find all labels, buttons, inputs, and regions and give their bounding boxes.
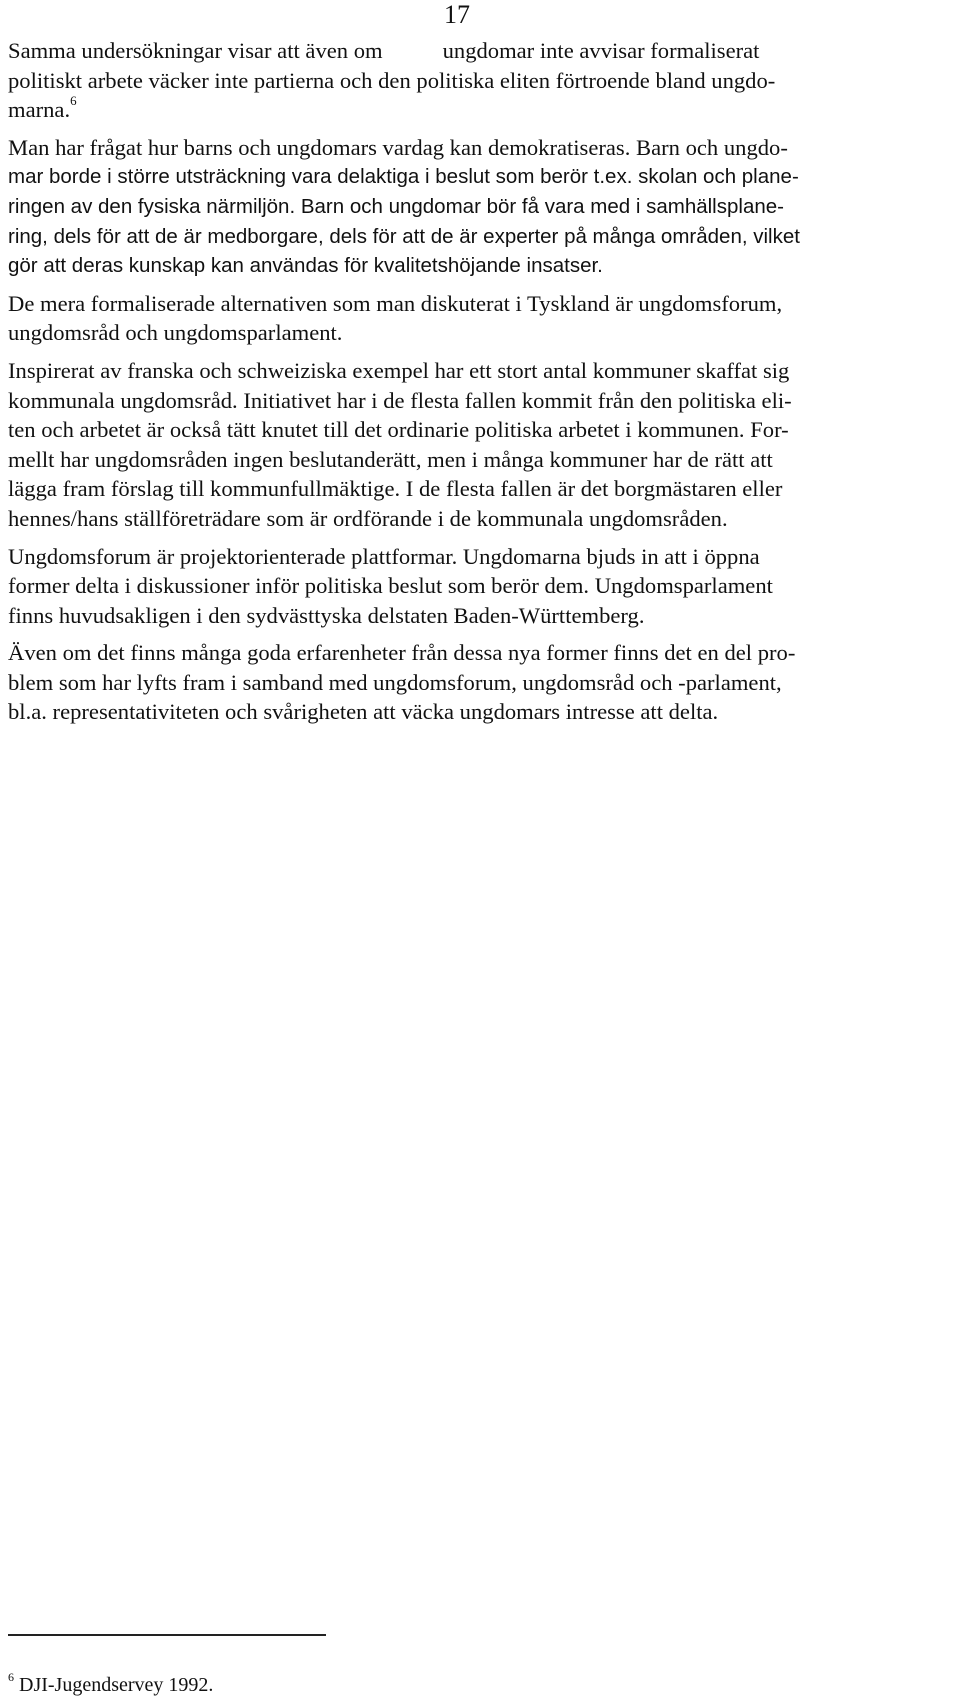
text-line: former delta i diskussioner inför politiska beslut som berör dem. Ungdomsparlament: [8, 573, 773, 599]
text-line: bl.a. representativiteten och svårigheten att väcka ungdomars intresse att delta.: [8, 699, 719, 725]
paragraph: [8, 638, 916, 727]
text-segment: marna.: [8, 97, 71, 123]
paragraph: [8, 356, 916, 534]
text-line: hennes/hans ställföreträdare som är ordförande i de kommunala ungdomsråden.: [8, 505, 728, 531]
text-line: politiskt arbete väcker inte partierna och den politiska eliten förtroende bland ungdo-: [8, 67, 776, 93]
paragraph: [8, 36, 916, 125]
footnote-divider: [8, 1634, 326, 1636]
text-line: mellt har ungdomsråden ingen beslutanderätt, men i många kommuner har de rätt att: [8, 446, 773, 472]
text-line: Även om det finns många goda erfarenheter från dessa nya former finns det en del pro-: [8, 640, 796, 666]
text-line: lägga fram förslag till kommunfullmäktige. I de flesta fallen är det borgmästaren eller: [8, 476, 783, 502]
text-line: ten och arbetet är också tätt knutet till det ordinarie politiska arbetet i kommunen. For-: [8, 417, 789, 443]
paragraph: [8, 133, 916, 281]
text-line: [8, 36, 916, 66]
body-text: [8, 36, 916, 735]
text-line: gör att deras kunskap kan användas för kvalitetshöjande insatser.: [8, 254, 603, 278]
text-line: mar borde i större utsträckning vara delaktiga i beslut som berör t.ex. skolan och plane-: [8, 165, 799, 189]
footnote-reference[interactable]: 6: [70, 93, 77, 109]
text-segment: ungdomar inte avvisar formaliserat: [442, 38, 760, 63]
text-line: ringen av den fysiska närmiljön. Barn och ungdomar bör få vara med i samhällsplane-: [8, 194, 784, 218]
text-line: Ungdomsforum är projektorienterade plattformar. Ungdomarna bjuds in att i öppna: [8, 543, 760, 569]
text-line: ring, dels för att de är medborgare, dels för att de är experter på många områden, vilket: [8, 224, 800, 248]
footnote: [8, 1670, 214, 1697]
text-line: Man har frågat hur barns och ungdomars vardag kan demokratiseras. Barn och ungdo-: [8, 134, 788, 160]
page-number: 17: [444, 0, 470, 29]
text-line: blem som har lyfts fram i samband med ungdomsforum, ungdomsråd och -parlament,: [8, 669, 782, 695]
text-line: De mera formaliserade alternativen som man diskuterat i Tyskland är ungdomsforum,: [8, 290, 783, 316]
text-line: ungdomsråd och ungdomsparlament.: [8, 320, 343, 346]
paragraph: [8, 542, 916, 631]
footnote-text: DJI-Jugendservey 1992.: [19, 1674, 214, 1696]
text-line: kommunala ungdomsråd. Initiativet har i de flesta fallen kommit från den politiska eli-: [8, 387, 792, 413]
text-line: [8, 95, 916, 125]
footnote-marker: 6: [8, 1670, 14, 1684]
text-segment: Samma undersökningar visar att även om: [8, 38, 383, 63]
text-line: finns huvudsakligen i den sydvästtyska delstaten Baden-Württemberg.: [8, 602, 645, 628]
text-line: Inspirerat av franska och schweiziska exempel har ett stort antal kommuner skaffat sig: [8, 357, 790, 383]
paragraph: [8, 289, 916, 348]
